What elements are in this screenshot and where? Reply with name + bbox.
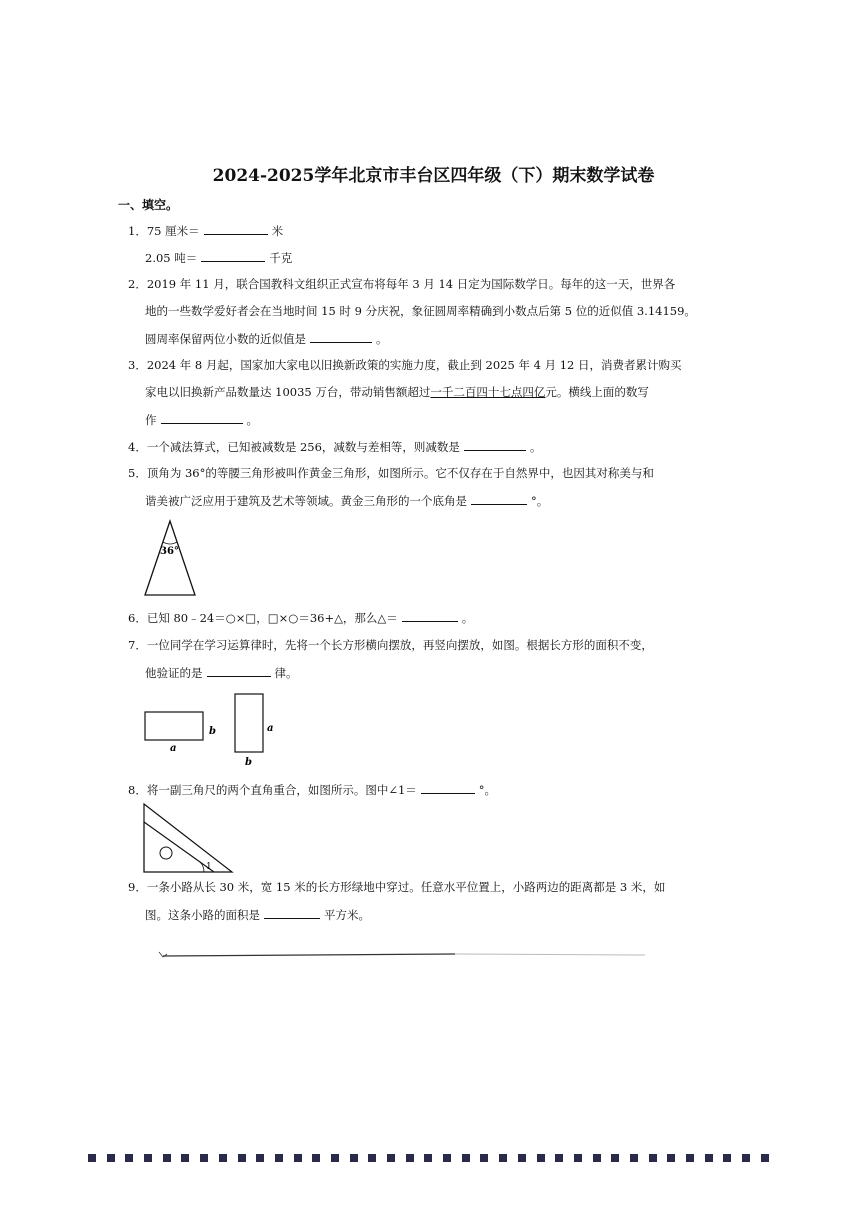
question-text: 平方米。 (324, 908, 370, 922)
footer-dot (611, 1154, 619, 1162)
question-number: 4． (128, 440, 147, 454)
footer-dot (555, 1154, 563, 1162)
question-3-line-2 (145, 384, 649, 400)
footer-dot (424, 1154, 432, 1162)
footer-dot (368, 1154, 376, 1162)
answer-blank[interactable] (207, 664, 271, 677)
vertical-rectangle (235, 694, 263, 752)
question-8-line-1 (128, 781, 496, 798)
footer-dot (667, 1154, 675, 1162)
horizontal-rectangle (145, 712, 203, 740)
question-text: 顶角为 36°的等腰三角形被叫作黄金三角形，如图所示。它不仅存在于自然界中，也因其对称美与和 (146, 466, 654, 480)
side-label-b: b (209, 726, 216, 737)
answer-blank[interactable] (201, 249, 265, 262)
footer-dot (107, 1154, 115, 1162)
question-text: 律。 (274, 666, 298, 680)
question-number: 9． (128, 880, 147, 894)
footer-dot (163, 1154, 171, 1162)
footer-dot (480, 1154, 488, 1162)
rectangles-figure (140, 690, 280, 770)
question-text: 一个减法算式，已知被减数是 256，减数与差相等，则减数是 (146, 440, 460, 454)
question-4-line-1 (128, 438, 541, 455)
footer-dot (238, 1154, 246, 1162)
answer-blank[interactable] (402, 609, 458, 622)
angle-label: 1 (206, 862, 212, 872)
question-text: 元。横线上面的数写 (545, 385, 649, 399)
answer-blank[interactable] (464, 438, 526, 451)
question-text: °。 (478, 783, 497, 797)
divider-line (163, 954, 455, 956)
footer-dot (294, 1154, 302, 1162)
question-text: 一条小路从长 30 米，宽 15 米的长方形绿地中穿过。任意水平位置上，小路两边的距离都是 3 米，如 (146, 880, 666, 894)
footer-dot (88, 1154, 96, 1162)
ruler-hole (160, 847, 172, 859)
question-5-line-1 (128, 465, 654, 481)
question-text: 图。这条小路的面积是 (145, 908, 260, 922)
question-5-line-2 (145, 492, 548, 509)
page-title: 2024-2025学年北京市丰台区四年级（下）期末数学试卷 (212, 166, 655, 186)
answer-blank[interactable] (204, 222, 268, 235)
question-6-line-1 (128, 609, 473, 626)
question-text: 。 (529, 440, 542, 454)
question-text: °。 (531, 494, 549, 508)
question-number: 8． (128, 783, 147, 797)
question-text: 。 (246, 413, 258, 427)
answer-blank[interactable] (310, 330, 372, 343)
footer-dot (742, 1154, 750, 1162)
question-text: 家电以旧换新产品数量达 10035 万台，带动销售额超过 (145, 385, 431, 399)
question-text: 一位同学在学习运算律时，先将一个长方形横向摆放，再竖向摆放，如图。根据长方形的面积不变， (146, 638, 653, 652)
footer-dot (686, 1154, 694, 1162)
question-3-line-3 (145, 411, 258, 428)
footer-dotted-border (88, 1154, 788, 1164)
footer-dot (219, 1154, 227, 1162)
side-label-a: a (267, 723, 274, 734)
side-label-a: a (170, 743, 177, 754)
question-number: 7． (128, 638, 147, 652)
question-text: 将一副三角尺的两个直角重合，如图所示。图中∠1＝ (146, 783, 417, 797)
footer-dot (537, 1154, 545, 1162)
footer-dot (649, 1154, 657, 1162)
question-3-line-1 (128, 357, 682, 373)
triangle-rulers-figure (140, 800, 240, 876)
question-text: 2024 年 8 月起，国家加大家电以旧换新政策的实施力度，截止到 2025 年 4 月 12 日，消费者累计购买 (146, 358, 682, 372)
question-2-line-3 (145, 330, 388, 347)
scan-line-divider (155, 948, 650, 962)
footer-dot (443, 1154, 451, 1162)
footer-dot (630, 1154, 638, 1162)
question-number: 5． (128, 466, 147, 480)
footer-dot (331, 1154, 339, 1162)
footer-dot (181, 1154, 189, 1162)
underlined-number-words: 一千二百四十七点四亿 (430, 385, 546, 399)
footer-dot (462, 1154, 470, 1162)
question-number: 1． (128, 224, 147, 238)
question-text: 。 (461, 611, 474, 625)
footer-dot (312, 1154, 320, 1162)
question-text: 已知 80﹣24＝○×□，□×○＝36+△，那么△＝ (146, 611, 398, 625)
question-number: 3． (128, 358, 147, 372)
question-9-line-1 (128, 879, 665, 895)
footer-dot (705, 1154, 713, 1162)
question-1-line-2 (145, 249, 292, 266)
side-label-b: b (245, 757, 252, 768)
question-text: 米 (271, 224, 284, 238)
question-7-line-2 (145, 664, 298, 681)
question-text: 千克 (269, 251, 293, 265)
question-9-line-2 (145, 906, 370, 923)
set-square-45 (144, 804, 232, 872)
answer-blank[interactable] (421, 781, 475, 794)
question-number: 6． (128, 611, 147, 625)
divider-line-faint (455, 954, 645, 955)
footer-dot (125, 1154, 133, 1162)
footer-dot (406, 1154, 414, 1162)
footer-dot (350, 1154, 358, 1162)
question-text: 圆周率保留两位小数的近似值是 (145, 332, 306, 346)
footer-dot (144, 1154, 152, 1162)
set-square-30-60 (144, 822, 214, 872)
question-text: 谐美被广泛应用于建筑及艺术等领域。黄金三角形的一个底角是 (145, 494, 467, 508)
question-text: 。 (376, 332, 388, 346)
question-text: 2019 年 11 月，联合国教科文组织正式宣布将每年 3 月 14 日定为国际数学日。每年的这一天，世界各 (146, 277, 676, 291)
footer-dot (723, 1154, 731, 1162)
question-text: 他验证的是 (145, 666, 203, 680)
question-text: 2.05 吨＝ (145, 251, 198, 265)
footer-dot (518, 1154, 526, 1162)
footer-dot (593, 1154, 601, 1162)
triangle-shape (145, 521, 195, 595)
footer-dot (200, 1154, 208, 1162)
question-7-line-1 (128, 637, 653, 653)
angle-arc (163, 542, 177, 544)
question-text: 75 厘米＝ (146, 224, 200, 238)
angle-label: 36° (160, 546, 179, 557)
golden-triangle-figure (140, 518, 200, 598)
footer-dot (275, 1154, 283, 1162)
answer-blank[interactable] (264, 906, 320, 919)
section-heading: 一、填空。 (118, 198, 179, 212)
question-2-line-1 (128, 276, 675, 292)
answer-blank[interactable] (471, 492, 527, 505)
question-2-line-2: 地的一些数学爱好者会在当地时间 15 时 9 分庆祝，象征圆周率精确到小数点后第 5 位的近似值 3.14159。 (145, 304, 696, 318)
footer-dot (574, 1154, 582, 1162)
question-number: 2． (128, 277, 147, 291)
question-1-line-1 (128, 222, 283, 239)
footer-dot (387, 1154, 395, 1162)
answer-blank[interactable] (161, 411, 243, 424)
question-text: 作 (145, 413, 157, 427)
footer-dot (499, 1154, 507, 1162)
footer-dot (761, 1154, 769, 1162)
footer-dot (256, 1154, 264, 1162)
